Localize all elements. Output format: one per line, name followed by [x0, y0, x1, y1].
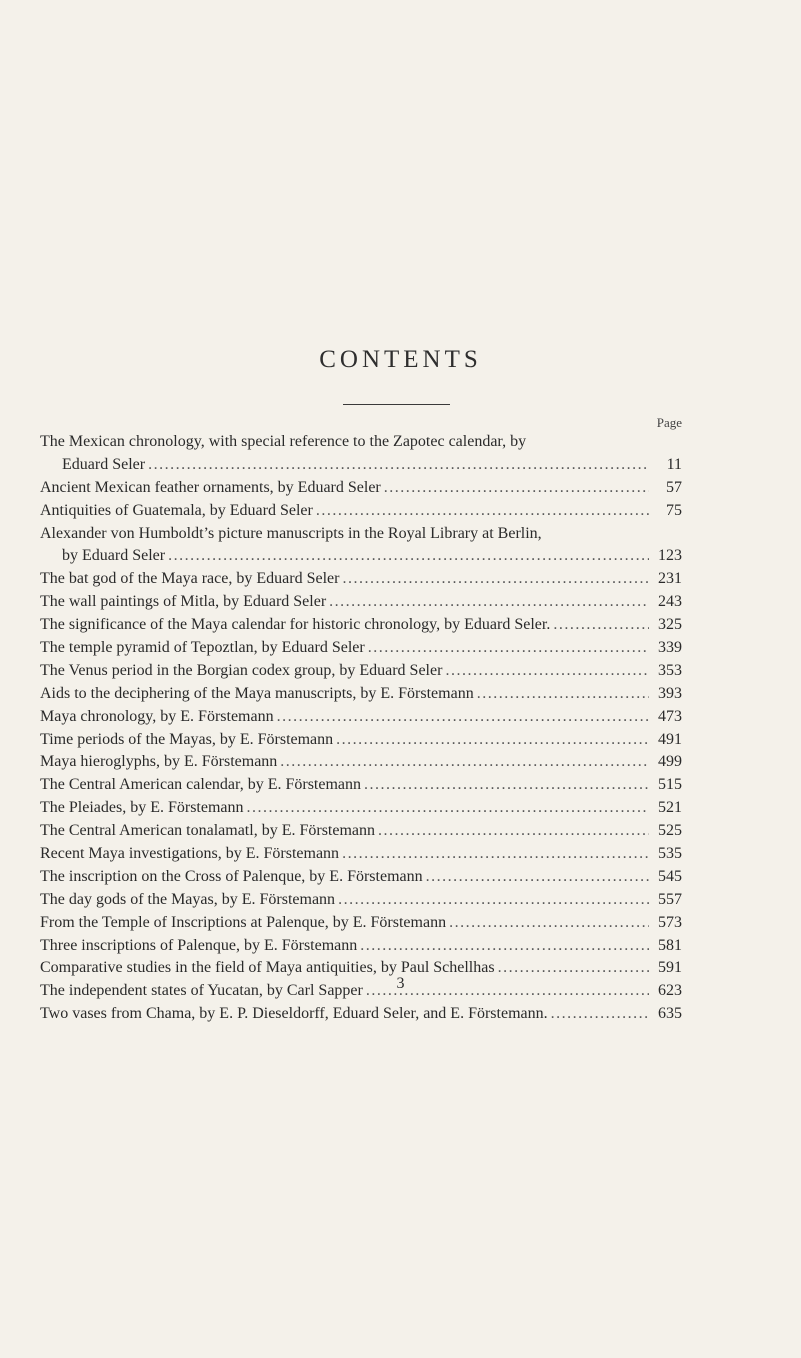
toc-entry-continuation: [40, 454, 682, 477]
toc-entry-page: 499: [658, 753, 682, 771]
dot-leader: [148, 454, 649, 477]
dot-leader: [378, 820, 649, 843]
toc-entry-page: 591: [658, 959, 682, 977]
toc-entry: [40, 1003, 682, 1026]
toc-entry-title: The temple pyramid of Tepoztlan, by Eduard Seler: [40, 639, 365, 657]
toc-entry-title: From the Temple of Inscriptions at Palenque, by E. Förstemann: [40, 913, 447, 931]
toc-entry: [40, 500, 682, 523]
toc-entry-title: Comparative studies in the field of Maya antiquities, by Paul Schellhas: [40, 959, 495, 977]
toc-entry: [40, 729, 682, 752]
dot-leader: [168, 545, 649, 568]
toc-entry-page: 75: [666, 501, 682, 519]
toc-entry-title: The wall paintings of Mitla, by Eduard Seler: [40, 593, 327, 611]
toc-entry: [40, 935, 682, 958]
toc-entry-page: 545: [658, 867, 682, 885]
toc-entry: [40, 523, 682, 546]
toc-entry-page: 635: [658, 1005, 682, 1023]
contents-heading: CONTENTS: [319, 346, 482, 373]
toc-entry-title: The Central American tonalamatl, by E. Förstemann: [40, 822, 376, 840]
toc-entry-title: The independent states of Yucatan, by Carl Sapper: [40, 982, 363, 1000]
toc-entry-title: The significance of the Maya calendar for historic chronology, by Eduard Seler.: [40, 616, 551, 634]
toc-entry: [40, 591, 682, 614]
toc-entry: [40, 637, 682, 660]
toc-entry: [40, 683, 682, 706]
dot-leader: [477, 683, 649, 706]
toc-entry-page: 57: [666, 478, 682, 496]
toc-entry-page: 573: [658, 913, 682, 931]
toc-entry-page: 623: [658, 982, 682, 1000]
toc-entry-title: Antiquities of Guatemala, by Eduard Seler: [40, 501, 313, 519]
toc-entry-page: 473: [658, 707, 682, 725]
dot-leader: [368, 637, 649, 660]
toc-entry-page: 521: [658, 799, 682, 817]
toc-entry-page: 123: [658, 547, 682, 565]
toc-entry-title: Recent Maya investigations, by E. Förstemann: [40, 845, 340, 863]
toc-entry: [40, 660, 682, 683]
toc-entry-title: The day gods of the Mayas, by E. Förstemann: [40, 890, 336, 908]
dot-leader: [336, 729, 649, 752]
toc-entry: [40, 912, 682, 935]
heading-rule: [343, 404, 450, 405]
toc-entry-page: 243: [658, 593, 682, 611]
toc-entry: [40, 431, 682, 454]
dot-leader: [551, 1003, 649, 1026]
toc-entry-page: 581: [658, 936, 682, 954]
toc-entry-title: Maya hieroglyphs, by E. Förstemann: [40, 753, 278, 771]
table-of-contents: [40, 431, 682, 1026]
dot-leader: [342, 568, 649, 591]
toc-entry-title: Eduard Seler: [62, 455, 146, 473]
toc-entry-page: 11: [666, 455, 682, 473]
toc-entry-title: The inscription on the Cross of Palenque, by E. Förstemann: [40, 867, 423, 885]
dot-leader: [277, 706, 649, 729]
toc-entry-title: The Mexican chronology, with special reference to the Zapotec calendar, by: [40, 433, 527, 450]
toc-entry-page: 525: [658, 822, 682, 840]
toc-entry: [40, 889, 682, 912]
toc-entry-title: Alexander von Humboldt’s picture manuscripts in the Royal Library at Berlin,: [40, 524, 542, 542]
toc-entry-title: Three inscriptions of Palenque, by E. Förstemann: [40, 936, 358, 954]
toc-entry: [40, 797, 682, 820]
toc-entry-title: Time periods of the Mayas, by E. Förstemann: [40, 730, 334, 748]
toc-entry: [40, 843, 682, 866]
toc-entry: [40, 568, 682, 591]
dot-leader: [247, 797, 649, 820]
dot-leader: [360, 935, 649, 958]
dot-leader: [426, 866, 649, 889]
toc-entry-page: 353: [658, 661, 682, 679]
toc-entry: [40, 866, 682, 889]
dot-leader: [384, 477, 649, 500]
dot-leader: [553, 614, 649, 637]
toc-entry: [40, 820, 682, 843]
toc-entry-title: Maya chronology, by E. Förstemann: [40, 707, 274, 725]
dot-leader: [280, 751, 649, 774]
toc-entry-page: 393: [658, 684, 682, 702]
toc-entry-page: 535: [658, 845, 682, 863]
toc-entry-title: Aids to the deciphering of the Maya manuscripts, by E. Förstemann: [40, 684, 474, 702]
toc-entry: [40, 706, 682, 729]
toc-entry-title: The Pleiades, by E. Förstemann: [40, 799, 244, 817]
toc-entry-page: 325: [658, 616, 682, 634]
toc-entry-page: 491: [658, 730, 682, 748]
toc-entry-title: by Eduard Seler: [62, 547, 166, 565]
toc-entry-title: Two vases from Chama, by E. P. Dieseldorff, Eduard Seler, and E. Förstemann.: [40, 1005, 548, 1023]
page-number: 3: [396, 975, 405, 992]
toc-entry: [40, 774, 682, 797]
toc-entry-title: The bat god of the Maya race, by Eduard Seler: [40, 570, 340, 588]
dot-leader: [445, 660, 649, 683]
dot-leader: [338, 889, 649, 912]
toc-entry-title: The Central American calendar, by E. Förstemann: [40, 776, 362, 794]
toc-entry-page: 515: [658, 776, 682, 794]
toc-entry-title: The Venus period in the Borgian codex group, by Eduard Seler: [40, 661, 443, 679]
dot-leader: [364, 774, 649, 797]
toc-entry-page: 339: [658, 639, 682, 657]
dot-leader: [329, 591, 649, 614]
toc-entry-continuation: [40, 545, 682, 568]
page-column-label: Page: [656, 415, 682, 430]
dot-leader: [342, 843, 649, 866]
toc-entry-title: Ancient Mexican feather ornaments, by Eduard Seler: [40, 478, 381, 496]
toc-entry-page: 231: [658, 570, 682, 588]
dot-leader: [316, 500, 649, 523]
toc-entry: [40, 614, 682, 637]
toc-entry: [40, 477, 682, 500]
toc-entry: [40, 751, 682, 774]
toc-entry-page: 557: [658, 890, 682, 908]
dot-leader: [449, 912, 649, 935]
